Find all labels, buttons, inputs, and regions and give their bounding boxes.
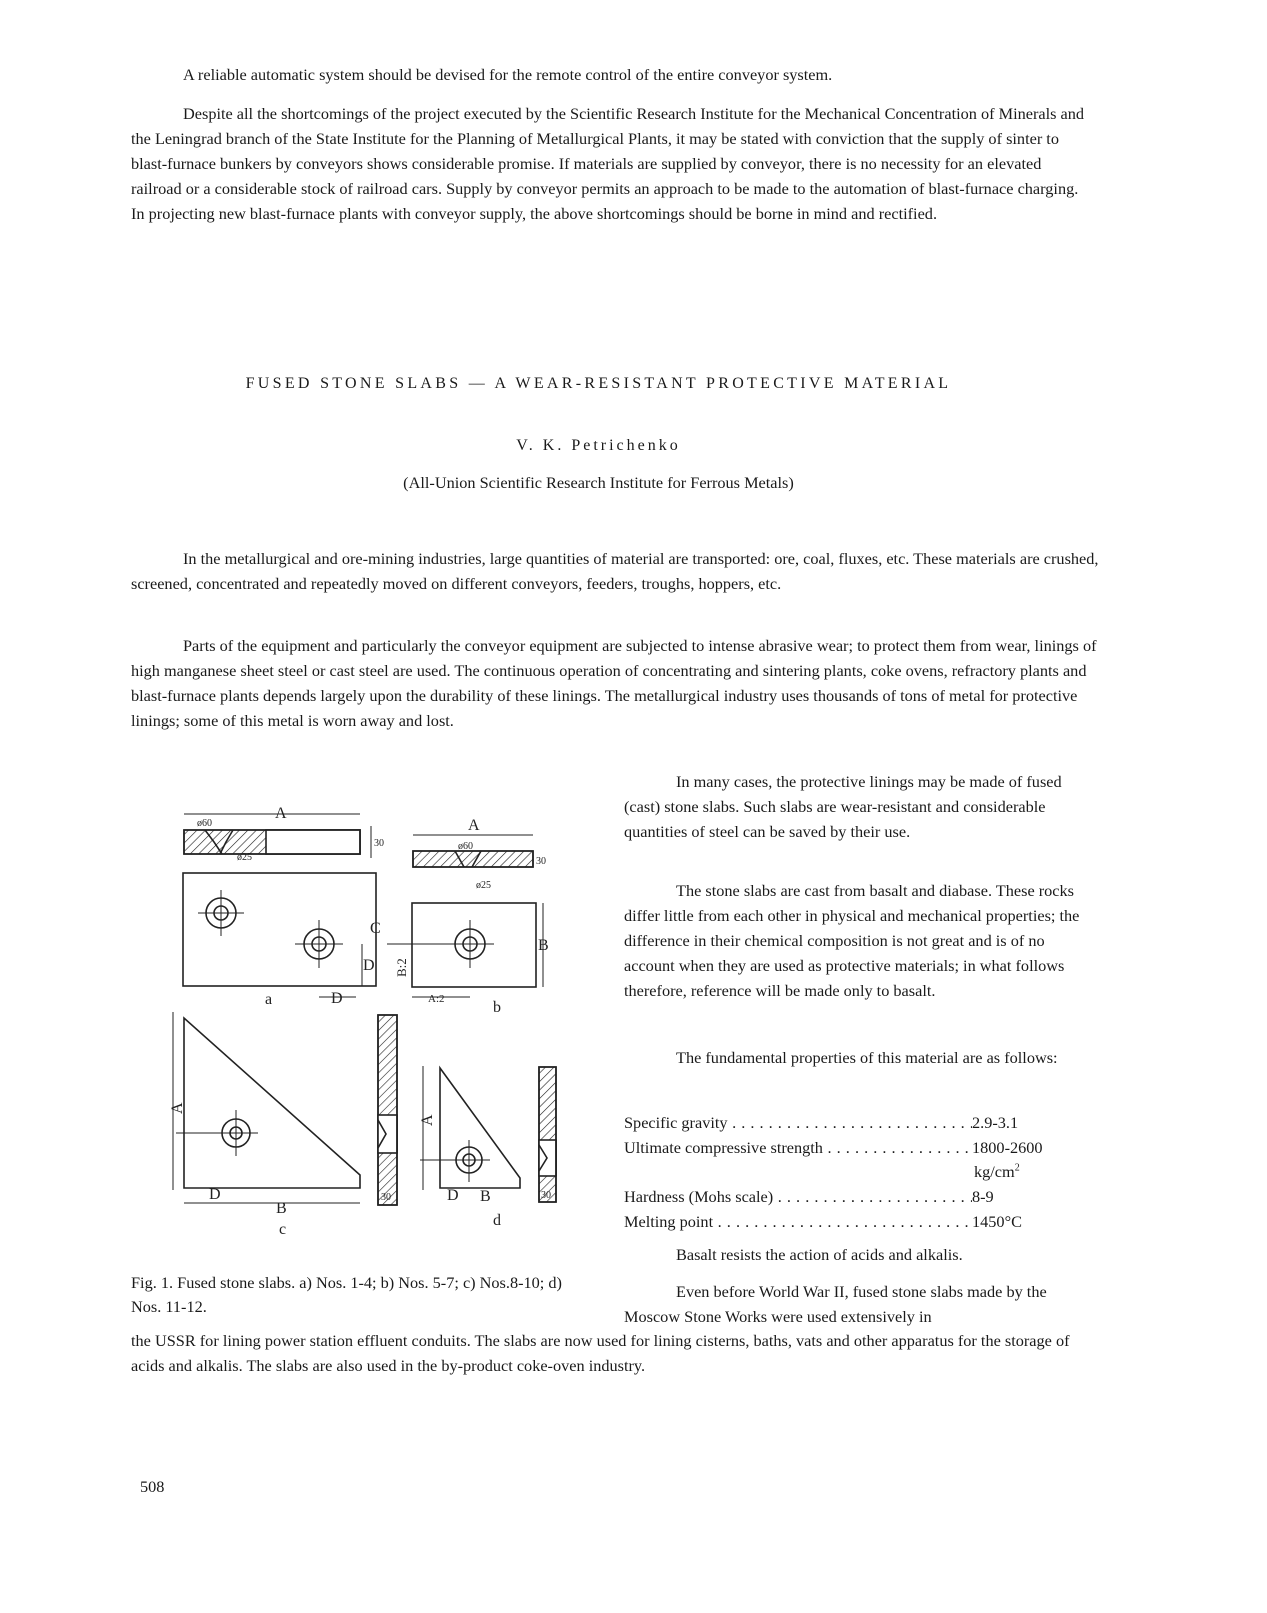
dim-label: D [447, 1187, 459, 1204]
properties-list [624, 1110, 1094, 1234]
dim-label: D [331, 990, 343, 1007]
article-affiliation: (All-Union Scientific Research Institute for Ferrous Metals) [403, 473, 794, 492]
column-paragraph-5a: Even before World War II, fused stone slabs made by the Moscow Stone Works were used extensively in [624, 1282, 1047, 1326]
page-number: 508 [140, 1477, 165, 1496]
dim-label: 30 [536, 856, 546, 867]
slab-c-side [378, 1015, 397, 1205]
slab-c-triangle [184, 1018, 360, 1188]
dim-label: A [169, 1102, 186, 1114]
slab-a-plan [183, 873, 376, 986]
dim-label: A [419, 1114, 436, 1126]
dim-label: A [468, 817, 480, 834]
dim-label: A:2 [428, 993, 445, 1005]
dim-label: B [538, 937, 549, 954]
intro-paragraph-2: Despite all the shortcomings of the project executed by the Scientific Research Institute for the Mechanical Concentration of Minerals and the Leningrad branch of the State Institute for the Planning of Metallurgical Plants, it may be stated with conviction that the supply of sinter to blast-furnace bunkers by conveyors shows considerable promise. If materials are supplied by conveyor, there is no necessity for an elevated railroad or a considerable stock of railroad cars. Supply by conveyor permits an approach to be made to the automation of blast-furnace charging. In projecting new blast-furnace plants with conveyor supply, the above shortcomings should be borne in mind and rectified. [131, 104, 1085, 223]
dim-label: ø25 [476, 880, 491, 891]
column-paragraph-1: In many cases, the protective linings may be made of fused (cast) stone slabs. Such slabs are wear-resistant and considerable quantities of steel can be saved by their use. [624, 772, 1062, 841]
dim-label: ø60 [458, 841, 473, 852]
dim-label: B:2 [394, 958, 409, 977]
slab-d-side [539, 1067, 556, 1202]
property-row [624, 1135, 1094, 1160]
property-name: Ultimate compressive strength . . . [624, 1135, 972, 1160]
column-paragraph-3: The fundamental properties of this material are as follows: [676, 1048, 1058, 1067]
intro-paragraph-1: A reliable automatic system should be devised for the remote control of the entire conveyor system. [183, 65, 833, 84]
column-paragraph-5b: the USSR for lining power station effluent conduits. The slabs are now used for lining cisterns, baths, vats and other apparatus for the storage of acids and alkalis. The slabs are also used in the by-product coke-oven industry. [131, 1331, 1070, 1375]
property-value: 1800-2600 [972, 1138, 1043, 1157]
dim-label: 30 [374, 838, 384, 849]
dim-label: C [370, 920, 381, 937]
property-name: Specific gravity . . . [624, 1110, 972, 1135]
view-label-c: c [279, 1221, 287, 1238]
property-row [624, 1209, 1094, 1234]
view-label-d: d [493, 1212, 501, 1229]
view-label-a: a [265, 991, 273, 1008]
column-paragraph-2: The stone slabs are cast from basalt and diabase. These rocks differ little from each other in physical and mechanical properties; the difference in their chemical composition is not great and is of no account when they are used as protective materials; in what follows therefore, reference will be made only to basalt. [624, 881, 1080, 1000]
article-title: FUSED STONE SLABS — A WEAR-RESISTANT PROTECTIVE MATERIAL [245, 375, 952, 392]
dim-label: 30 [541, 1190, 551, 1201]
dim-label: A [275, 805, 287, 822]
property-value: 8-9 [972, 1187, 994, 1206]
view-label-b: b [493, 999, 501, 1016]
article-author: V. K. Petrichenko [516, 437, 681, 454]
dim-label: B [276, 1200, 287, 1217]
dim-label: D [209, 1186, 221, 1203]
dim-label: D [363, 957, 375, 974]
body-paragraph-1: In the metallurgical and ore-mining industries, large quantities of material are transported: ore, coal, fluxes, etc. These materials are crushed, screened, concentrated and repeatedly moved on different conveyors, feeders, troughs, hoppers, etc. [131, 549, 1099, 593]
property-value: 2.9-3.1 [972, 1113, 1019, 1132]
body-paragraph-2: Parts of the equipment and particularly the conveyor equipment are subjected to intense abrasive wear; to protect them from wear, linings of high manganese sheet steel or cast steel are used. The continuous operation of concentrating and sintering plants, coke ovens, refractory plants and blast-furnace plants depends largely upon the durability of these linings. The metallurgical industry uses thousands of tons of metal for protective linings; some of this metal is worn away and lost. [131, 636, 1097, 730]
dim-label: ø60 [197, 818, 212, 829]
dim-label: B [480, 1188, 491, 1205]
dim-label: ø25 [237, 852, 252, 863]
property-name: Hardness (Mohs scale) . . . [624, 1184, 972, 1209]
property-unit: $kg/cm^2$ [974, 1162, 1020, 1181]
property-row [624, 1110, 1094, 1135]
dim-label: 30 [381, 1192, 391, 1203]
slab-b-plan [412, 903, 536, 987]
figure-caption: Fig. 1. Fused stone slabs. a) Nos. 1-4; b) Nos. 5-7; c) Nos.8-10; d) Nos. 11-12. [131, 1273, 562, 1316]
slab-d-triangle [440, 1068, 520, 1188]
property-row [624, 1184, 1094, 1209]
slab-drawing-figure [160, 795, 600, 1240]
property-value: 1450°C [972, 1212, 1022, 1231]
property-name: Melting point . . . [624, 1209, 972, 1234]
column-paragraph-4: Basalt resists the action of acids and alkalis. [676, 1245, 963, 1264]
